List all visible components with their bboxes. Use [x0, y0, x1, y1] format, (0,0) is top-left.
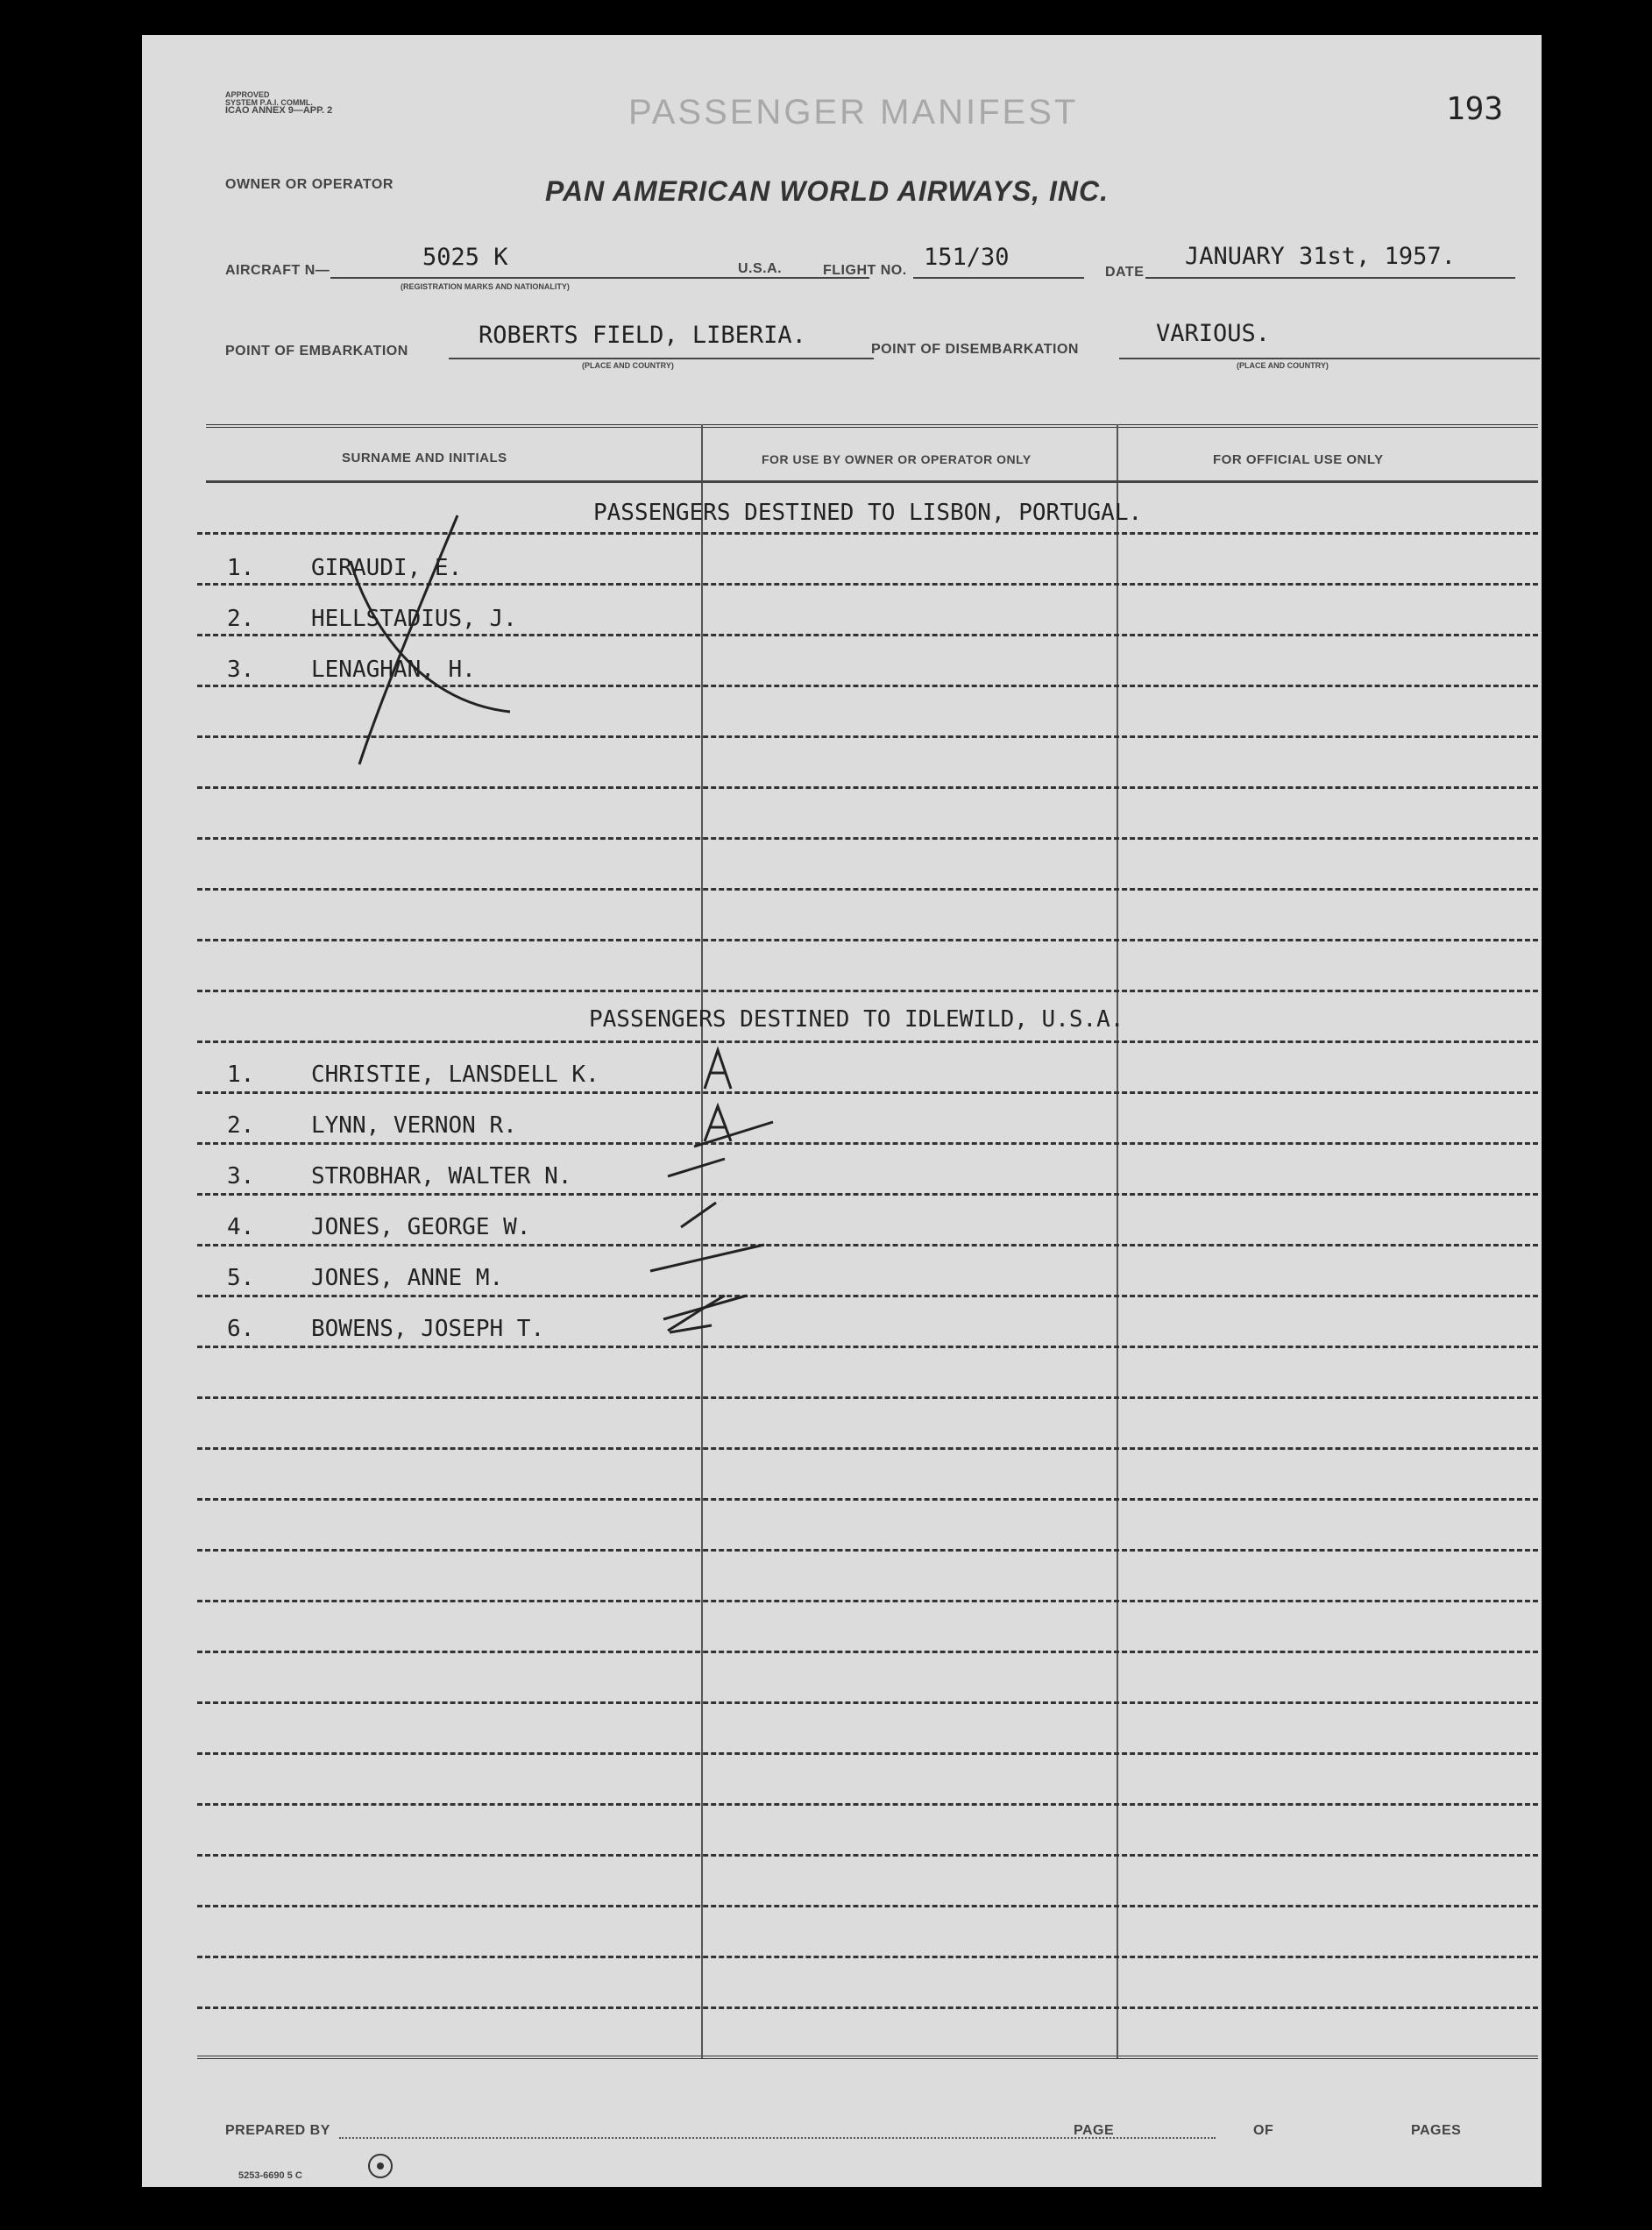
group2-row6-num: 6. [227, 1316, 255, 1342]
owner-value: PAN AMERICAN WORLD AIRWAYS, INC. [545, 175, 1109, 207]
form-title: PASSENGER MANIFEST [628, 93, 1079, 131]
pages-label: PAGES [1411, 2123, 1462, 2138]
group2-row2-name: LYNN, VERNON R. [311, 1112, 517, 1139]
manifest-sheet [142, 35, 1542, 2187]
group1-row1-name: GIRAUDI, E. [311, 555, 463, 581]
flight-value: 151/30 [924, 244, 1010, 271]
form-code: 5253-6690 5 C [238, 2170, 302, 2181]
group2-row3-num: 3. [227, 1163, 255, 1190]
flight-label: FLIGHT NO. [823, 263, 907, 278]
group1-row2-name: HELLSTADIUS, J. [311, 606, 517, 632]
approval-line-3: ICAO ANNEX 9—APP. 2 [225, 105, 333, 116]
group2-row5-num: 5. [227, 1265, 255, 1291]
group2-row1-name: CHRISTIE, LANSDELL K. [311, 1062, 599, 1088]
aircraft-caption: (REGISTRATION MARKS AND NATIONALITY) [401, 282, 570, 291]
group2-row5-name: JONES, ANNE M. [311, 1265, 504, 1291]
approval-line-1: APPROVED [225, 90, 270, 99]
page-label: PAGE [1074, 2123, 1115, 2138]
group1-row3-num: 3. [227, 657, 255, 683]
header-owner-use: FOR USE BY OWNER OR OPERATOR ONLY [762, 452, 1032, 466]
usa-label: U.S.A. [738, 261, 783, 276]
page-number: 193 [1446, 91, 1504, 127]
group2-heading: PASSENGERS DESTINED TO IDLEWILD, U.S.A. [589, 1006, 1124, 1033]
date-label: DATE [1105, 265, 1145, 280]
aircraft-label: AIRCRAFT N— [225, 263, 330, 278]
group2-row2-num: 2. [227, 1112, 255, 1139]
group1-row2-num: 2. [227, 606, 255, 632]
disembark-caption: (PLACE AND COUNTRY) [1237, 361, 1329, 370]
of-label: OF [1253, 2123, 1274, 2138]
disembark-value: VARIOUS. [1156, 320, 1271, 347]
group1-row1-num: 1. [227, 555, 255, 581]
handwritten-marks [142, 35, 1542, 2187]
group1-heading: PASSENGERS DESTINED TO LISBON, PORTUGAL. [593, 500, 1143, 526]
disembark-label: POINT OF DISEMBARKATION [871, 342, 1079, 357]
group2-row4-num: 4. [227, 1214, 255, 1240]
group2-row3-name: STROBHAR, WALTER N. [311, 1163, 572, 1190]
date-value: JANUARY 31st, 1957. [1185, 243, 1456, 270]
owner-label: OWNER OR OPERATOR [225, 177, 394, 192]
prepared-label: PREPARED BY [225, 2123, 330, 2138]
approval-line-2: SYSTEM P.A.I. COMML. [225, 98, 313, 107]
group2-row1-num: 1. [227, 1062, 255, 1088]
aircraft-value: 5025 K [422, 244, 508, 271]
union-label-icon [365, 2151, 395, 2181]
group2-row4-name: JONES, GEORGE W. [311, 1214, 531, 1240]
embark-caption: (PLACE AND COUNTRY) [582, 361, 674, 370]
embark-label: POINT OF EMBARKATION [225, 344, 408, 359]
header-surname: SURNAME AND INITIALS [342, 451, 507, 465]
embark-value: ROBERTS FIELD, LIBERIA. [479, 322, 806, 349]
group1-row3-name: LENAGHAN, H. [311, 657, 476, 683]
group2-row6-name: BOWENS, JOSEPH T. [311, 1316, 545, 1342]
header-official-use: FOR OFFICIAL USE ONLY [1213, 452, 1384, 467]
